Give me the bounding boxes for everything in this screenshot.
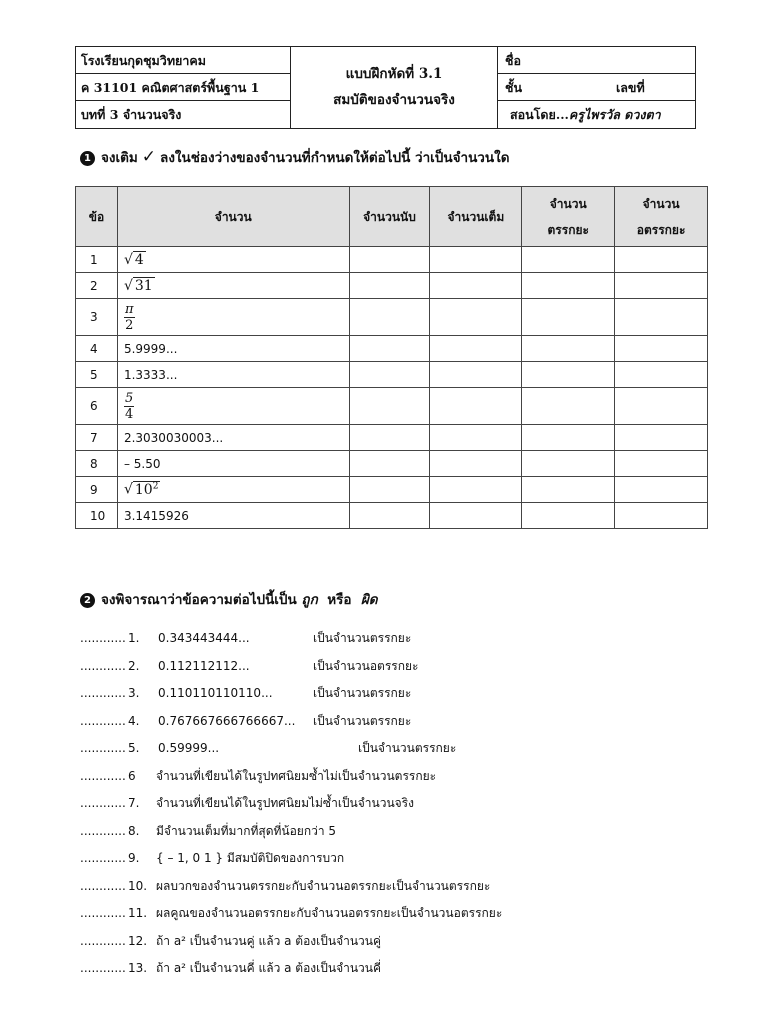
table-row [76,451,708,477]
statement-claim: เป็นจำนวนตรรกยะ [358,741,457,755]
table-row [76,425,708,451]
statement-number: 1. [128,631,140,645]
true-word: ถูก [301,592,318,608]
table-row [76,503,708,529]
numerator: π [124,301,134,317]
statement-item [80,818,337,846]
col-header-rational-line1: จำนวน [549,196,587,211]
statement-number: 11. [128,906,148,920]
statement-claim: เป็นจำนวนตรรกยะ [313,713,412,728]
false-word: ผิด [360,592,378,608]
row-value [117,273,349,299]
row-value: 1.3333... [117,362,349,388]
radicand [133,277,155,294]
radicand-value: 10 [134,481,153,498]
row-value: 5.9999... [117,336,349,362]
or-word: หรือ [327,592,352,608]
denominator: 2 [125,317,134,333]
check-icon: ✓ [141,147,157,167]
answer-blank[interactable]: ............ [80,713,126,728]
answer-cell-rational[interactable] [522,299,615,336]
radicand-value: 31 [134,277,153,294]
answer-blank[interactable]: ............ [80,741,126,755]
sqrt-expression: √ $10^2$ [123,481,159,498]
section2-text: จงพิจารณาว่าข้อความต่อไปนี้เป็น [101,592,297,608]
exponent: 2 [152,481,159,492]
statement-text: 0.59999... [158,741,220,755]
answer-cell-natural[interactable] [349,451,430,477]
answer-blank[interactable]: ............ [80,933,126,948]
statement-item [80,873,491,901]
row-value [117,247,349,273]
answer-cell-integer[interactable] [430,503,522,529]
statement-number: 6 [128,768,136,783]
school-name: โรงเรียนกุดชุมวิทยาคม [76,47,290,74]
answer-cell-rational[interactable] [522,477,615,503]
denominator: 4 [124,406,134,422]
statement-number: 13. [128,961,148,975]
answer-cell-irrational[interactable] [615,362,708,388]
statement-number: 10. [128,878,148,893]
statement-item [80,680,412,708]
statement-item [80,653,419,681]
statement-item [80,900,503,928]
statement-item [80,708,412,736]
col-header-natural: จำนวนนับ [349,187,430,247]
answer-cell-irrational[interactable] [615,299,708,336]
statement-number: 2. [128,658,140,673]
course-code: ค 31101 คณิตศาสตร์พื้นฐาน 1 [76,74,290,101]
row-number: 7 [76,425,118,451]
row-number: 3 [76,299,118,336]
row-value: – 5.50 [117,451,349,477]
class-label: ชั้น [505,80,523,95]
answer-cell-integer[interactable] [430,336,522,362]
answer-cell-rational[interactable] [522,425,615,451]
answer-blank[interactable]: ............ [80,686,126,700]
answer-cell-irrational[interactable] [615,425,708,451]
answer-cell-rational[interactable] [522,247,615,273]
table-row [76,477,708,503]
statement-number: 5. [128,741,140,755]
number-classification-table [75,186,708,529]
statement-item [80,625,412,653]
statement-item [80,763,437,791]
answer-cell-rational[interactable] [522,336,615,362]
radicand [133,481,161,498]
answer-cell-rational[interactable] [522,503,615,529]
row-number: 10 [76,503,118,529]
answer-cell-integer[interactable] [430,425,522,451]
section2-instruction [80,588,378,610]
statement-number: 7. [128,796,140,810]
answer-cell-natural[interactable] [349,477,430,503]
row-number: 8 [76,451,118,477]
answer-cell-integer[interactable] [430,451,522,477]
answer-cell-integer[interactable] [430,299,522,336]
table-row [76,299,708,336]
answer-blank[interactable]: ............ [80,961,126,975]
statement-item [80,845,345,873]
answer-cell-natural[interactable] [349,388,430,425]
table-row [76,336,708,362]
col-header-number: จำนวน [117,187,349,247]
answer-blank[interactable]: ............ [80,823,126,838]
statement-number: 12. [128,933,148,948]
answer-cell-integer[interactable] [430,477,522,503]
number-label: เลขที่ [616,80,645,95]
answer-cell-natural[interactable] [349,247,430,273]
answer-cell-natural[interactable] [349,362,430,388]
statement-text: มีจำนวนเต็มที่มากที่สุดที่น้อยกว่า 5 [156,823,337,838]
statement-number: 4. [128,713,140,728]
row-value: 3.1415926 [117,503,349,529]
statement-item [80,928,382,956]
section1-text-a: จงเติม [101,150,138,166]
answer-cell-rational[interactable] [522,388,615,425]
answer-cell-natural[interactable] [349,299,430,336]
col-header-rational [522,187,615,247]
class-field[interactable] [498,74,695,101]
statement-text: 0.112112112... [158,658,250,673]
statement-item [80,955,382,983]
sqrt-expression: √ 31 [123,277,153,294]
statement-item [80,735,457,763]
radicand [133,251,146,268]
row-value [117,477,349,503]
table-header-row [76,187,708,247]
table-row [76,273,708,299]
sqrt-expression: √ 4 [123,251,144,268]
fraction [124,391,134,422]
row-value [117,299,349,336]
row-number: 4 [76,336,118,362]
row-number: 6 [76,388,118,425]
statement-text: { – 1, 0 1 } มีสมบัติปิดของการบวก [156,851,345,865]
col-header-no: ข้อ [76,187,118,247]
answer-cell-irrational[interactable] [615,388,708,425]
row-number: 2 [76,273,118,299]
teacher-line [498,101,695,128]
answer-blank[interactable]: ............ [80,796,126,810]
col-header-irrational [615,187,708,247]
statement-text: 0.343443444... [158,631,250,645]
answer-cell-irrational[interactable] [615,503,708,529]
answer-cell-irrational[interactable] [615,247,708,273]
section1-text-b: ลงในช่องว่างของจำนวนที่กำหนดให้ต่อไปนี้ ว่าเป็นจำนวนใด [160,150,510,166]
radicand-value: 4 [134,251,144,268]
answer-blank[interactable]: ............ [80,768,126,783]
answer-blank[interactable]: ............ [80,658,126,673]
table-row [76,388,708,425]
answer-blank[interactable]: ............ [80,851,126,865]
statement-text: ผลคูณของจำนวนอตรรกยะกับจำนวนอตรรกยะเป็นจำนวนอตรรกยะ [156,906,503,920]
name-field[interactable] [498,47,695,74]
statement-number: 8. [128,823,140,838]
answer-blank[interactable]: ............ [80,878,126,893]
section1-instruction [80,146,509,168]
table-row [76,247,708,273]
teacher-name: ครูไพรวัล ดวงตา [568,107,661,122]
row-value [117,388,349,425]
section1-bullet: 1 [80,151,95,166]
row-number: 9 [76,477,118,503]
answer-cell-natural[interactable] [349,336,430,362]
answer-cell-rational[interactable] [522,451,615,477]
answer-cell-integer[interactable] [430,362,522,388]
numerator: 5 [124,390,134,406]
statement-text: ถ้า a² เป็นจำนวนคู่ แล้ว a ต้องเป็นจำนวนคู่ [156,933,382,948]
answer-cell-integer[interactable] [430,247,522,273]
chapter-title: บทที่ 3 จำนวนจริง [81,107,182,122]
col-header-rational-line2: ตรรกยะ [547,222,589,237]
col-header-irrational-line1: จำนวน [642,196,680,211]
statement-claim: เป็นจำนวนอตรรกยะ [313,658,419,673]
answer-cell-natural[interactable] [349,273,430,299]
statement-text: จำนวนที่เขียนได้ในรูปทศนิยมซ้ำไม่เป็นจำนวนตรรกยะ [156,768,437,783]
answer-cell-irrational[interactable] [615,273,708,299]
answer-cell-integer[interactable] [430,388,522,425]
statement-list [80,625,503,983]
answer-cell-rational[interactable] [522,273,615,299]
exercise-subtitle: สมบัติของจำนวนจริง [333,92,455,108]
answer-blank[interactable]: ............ [80,631,126,645]
name-label: ชื่อ [505,53,521,68]
statement-number: 3. [128,686,140,700]
row-number: 5 [76,362,118,388]
row-number: 1 [76,247,118,273]
col-header-integer: จำนวนเต็ม [430,187,522,247]
statement-text: จำนวนที่เขียนได้ในรูปทศนิยมไม่ซ้ำเป็นจำนวนจริง [156,796,414,810]
exercise-title: แบบฝึกหัดที่ 3.1 [345,66,443,82]
statement-claim: เป็นจำนวนตรรกยะ [313,686,412,700]
table-row [76,362,708,388]
row-value: 2.3030030003... [117,425,349,451]
fraction [124,302,135,333]
answer-blank[interactable]: ............ [80,906,126,920]
answer-cell-irrational[interactable] [615,477,708,503]
statement-text: ผลบวกของจำนวนตรรกยะกับจำนวนอตรรกยะเป็นจำนวนตรรกยะ [156,878,491,893]
section2-bullet: 2 [80,593,95,608]
worksheet-header [75,46,696,129]
answer-cell-integer[interactable] [430,273,522,299]
answer-cell-natural[interactable] [349,425,430,451]
answer-cell-irrational[interactable] [615,451,708,477]
statement-text: 0.110110110110... [158,686,273,700]
answer-cell-irrational[interactable] [615,336,708,362]
statement-text: ถ้า a² เป็นจำนวนคี่ แล้ว a ต้องเป็นจำนวนคี่ [156,961,382,975]
statement-number: 9. [128,851,140,865]
statement-text: 0.767667666766667... [158,713,296,728]
statement-item [80,790,414,818]
statement-claim: เป็นจำนวนตรรกยะ [313,631,412,645]
col-header-irrational-line2: อตรรกยะ [636,222,686,237]
answer-cell-natural[interactable] [349,503,430,529]
teacher-prefix: สอนโดย... [510,107,569,122]
answer-cell-rational[interactable] [522,362,615,388]
exercise-title-block [290,47,498,128]
